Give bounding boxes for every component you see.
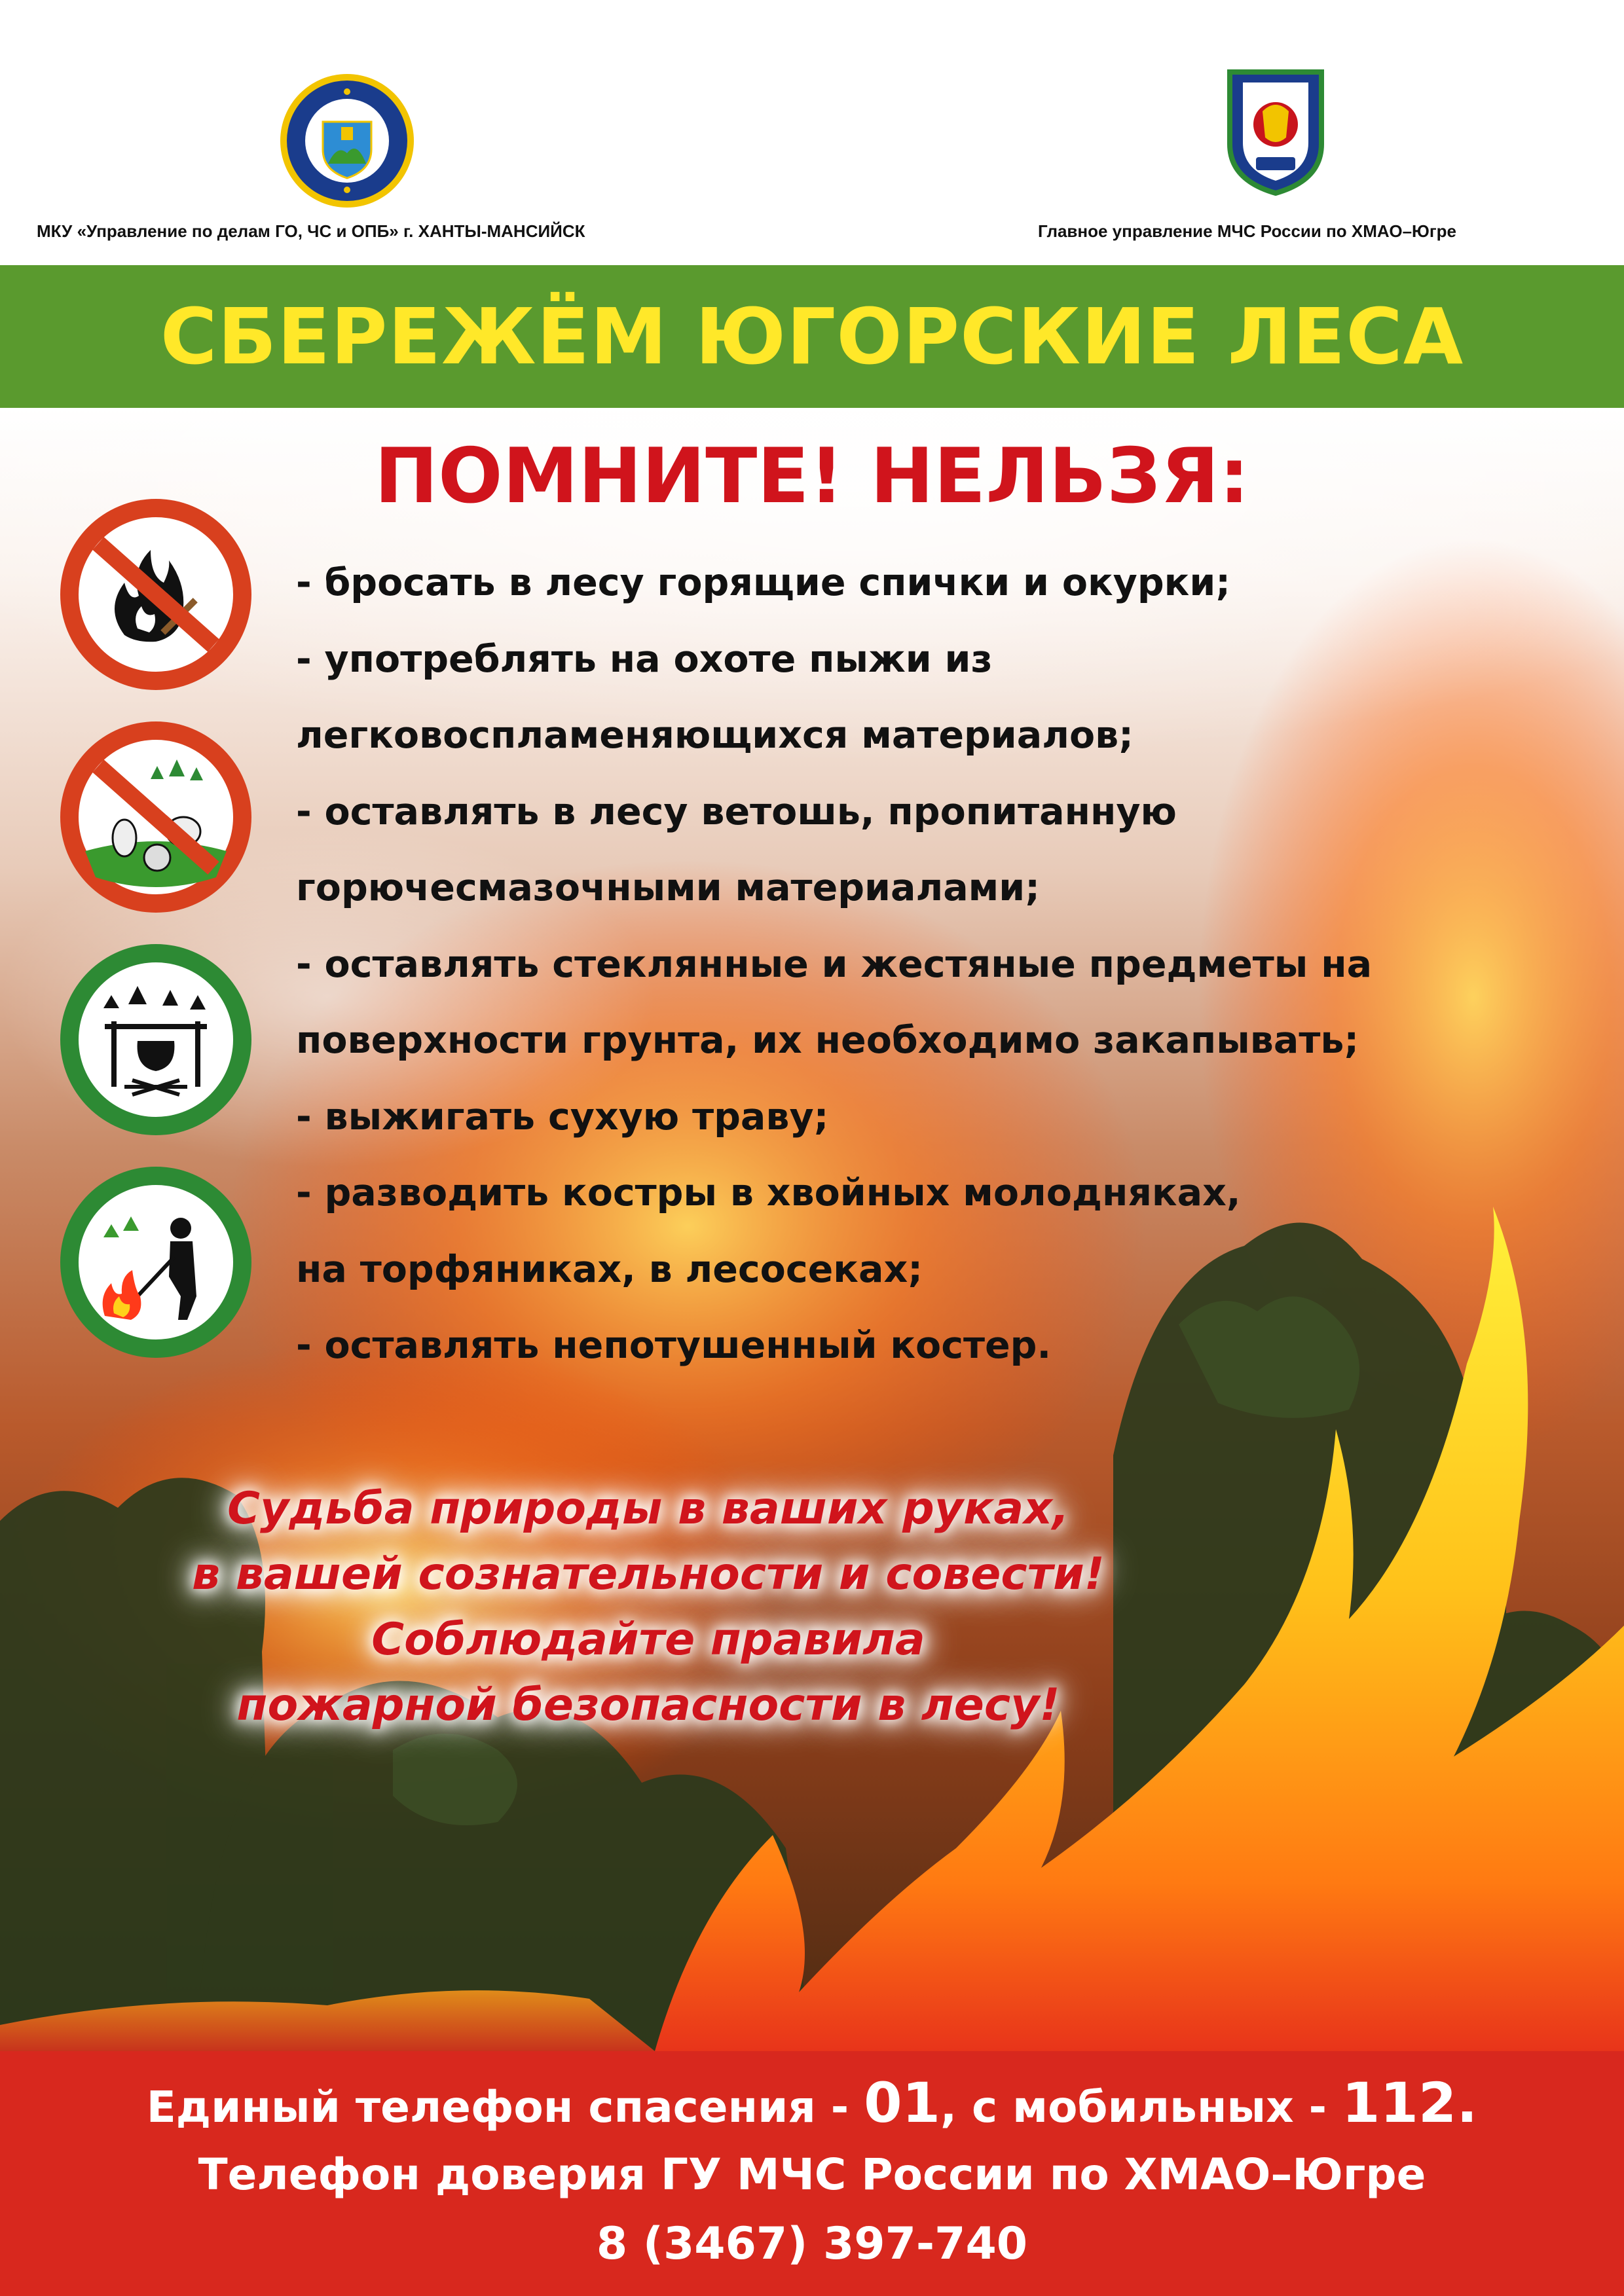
- slogan-line: Соблюдайте правила: [371, 1614, 925, 1666]
- mobile-phone-label: , с мобильных -: [940, 2082, 1342, 2132]
- prohibition-list: [296, 545, 1540, 1384]
- rule-line: - оставлять стеклянные и жестяные предметы на: [296, 942, 1373, 986]
- rule-line: - оставлять в лесу ветошь, пропитанную: [296, 790, 1177, 833]
- slogan-line: пожарной безопасности в лесу!: [236, 1679, 1060, 1731]
- rule-line: легковоспламеняющихся материалов;: [296, 714, 1134, 757]
- rule-line: поверхности грунта, их необходимо закапывать;: [296, 1019, 1359, 1062]
- extinguish-fire-icon: [59, 1165, 253, 1359]
- left-organization-name: МКУ «Управление по делам ГО, ЧС и ОПБ» г. ХАНТЫ-МАНСИЙСК: [37, 221, 585, 241]
- no-litter-icon: [59, 720, 253, 914]
- slogan: [92, 1476, 1205, 1738]
- title-banner: [0, 265, 1624, 408]
- right-organization: [812, 0, 1624, 262]
- slogan-line: Судьба природы в ваших руках,: [227, 1483, 1069, 1535]
- poster-title: СБЕРЕЖЁМ ЮГОРСКИЕ ЛЕСА: [160, 291, 1464, 382]
- rule-line: на торфяниках, в лесосеках;: [296, 1247, 923, 1291]
- municipal-emblem-icon: [278, 72, 416, 210]
- rule-line: - выжигать сухую траву;: [296, 1095, 829, 1139]
- hotline-number: 8 (3467) 397-740: [596, 2218, 1028, 2270]
- rule-line: горючесмазочными материалами;: [296, 866, 1040, 909]
- rule-line: - оставлять непотушенный костер.: [296, 1324, 1052, 1367]
- emergency-number: 01: [864, 2071, 940, 2135]
- slogan-line: в вашей сознательности и совести!: [192, 1548, 1105, 1600]
- contact-footer: [0, 2051, 1624, 2296]
- mobile-emergency-number: 112.: [1342, 2071, 1478, 2135]
- rule-line: - бросать в лесу горящие спички и окурки;: [296, 561, 1231, 604]
- left-organization: [0, 0, 812, 262]
- no-fire-icon: [59, 498, 253, 691]
- rule-line: - разводить костры в хвойных молодняках,: [296, 1171, 1241, 1214]
- emercom-shield-icon: [1223, 65, 1328, 196]
- emergency-phone-line: [0, 2071, 1624, 2135]
- emergency-phone-label: Единый телефон спасения -: [146, 2082, 864, 2132]
- rule-line: - употреблять на охоте пыжи из: [296, 637, 993, 681]
- campfire-pot-icon: [59, 943, 253, 1137]
- right-organization-name: Главное управление МЧС России по ХМАО–Югре: [1038, 221, 1457, 241]
- warning-title: ПОМНИТЕ! НЕЛЬЗЯ:: [374, 432, 1250, 520]
- hotline-label: Телефон доверия ГУ МЧС России по ХМАО–Югре: [198, 2149, 1426, 2200]
